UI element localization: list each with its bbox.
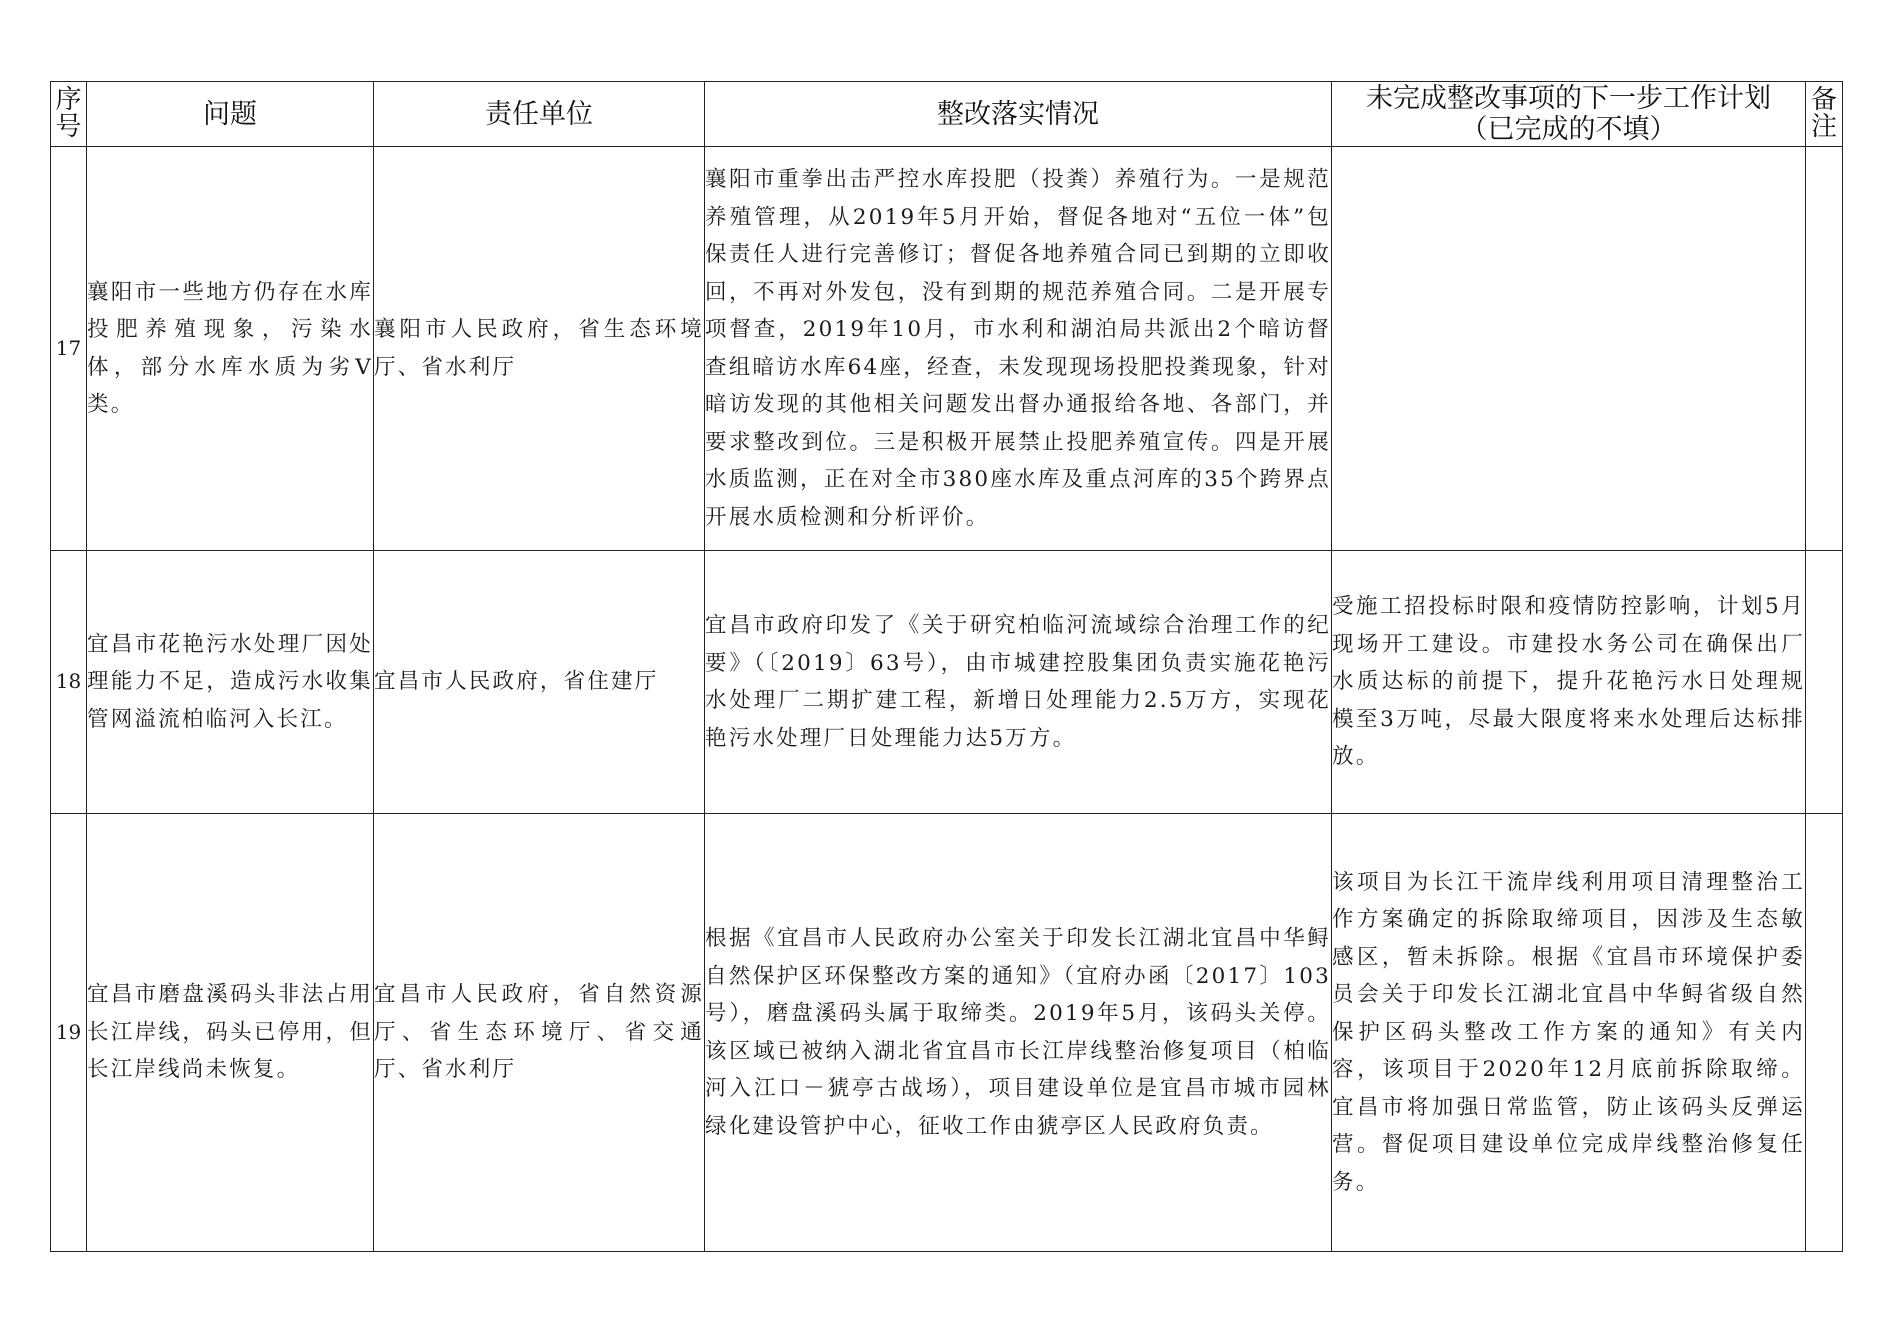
row-plan: 受施工招投标时限和疫情防控影响，计划5月现场开工建设。市建投水务公司在确保出厂水质达标的前提下，提升花艳污水日处理规模至3万吨，尽最大限度将来水处理后达标排放。 [1332, 551, 1806, 814]
row-index: 18 [51, 551, 87, 814]
table-row [51, 814, 1843, 1252]
table-row [51, 147, 1843, 551]
row-remark [1806, 147, 1843, 551]
row-remark [1806, 814, 1843, 1252]
row-measures: 根据《宜昌市人民政府办公室关于印发长江湖北宜昌中华鲟自然保护区环保整改方案的通知》（宜府办函〔2017〕103号），磨盘溪码头属于取缔类。2019年5月，该码头关停。该区域已被纳入湖北省宜昌市长江岸线整治修复项目（柏临河入江口－猇亭古战场），项目建设单位是宜昌市城市园林绿化建设管护中心，征收工作由猇亭区人民政府负责。 [705, 814, 1332, 1252]
row-unit: 宜昌市人民政府，省自然资源厅、省生态环境厅、省交通厅、省水利厅 [374, 814, 705, 1252]
header-index: 序 号 [51, 82, 87, 147]
header-unit: 责任单位 [374, 82, 705, 147]
row-index: 17 [51, 147, 87, 551]
table-row [51, 551, 1843, 814]
document-page [50, 81, 1842, 1252]
row-plan [1332, 147, 1806, 551]
row-problem: 襄阳市一些地方仍存在水库投肥养殖现象，污染水 体，部分水库水质为劣Ⅴ类。 [87, 147, 374, 551]
header-measures: 整改落实情况 [705, 82, 1332, 147]
row-index: 19 [51, 814, 87, 1252]
header-problem: 问题 [87, 82, 374, 147]
row-plan: 该项目为长江干流岸线利用项目清理整治工作方案确定的拆除取缔项目，因涉及生态敏感区，暂未拆除。根据《宜昌市环境保护委员会关于印发长江湖北宜昌中华鲟省级自然保护区码头整改工作方案的通知》有关内容，该项目于2020年12月底前拆除取缔。宜昌市将加强日常监管，防止该码头反弹运营。督促项目建设单位完成岸线整治修复任务。 [1332, 814, 1806, 1252]
row-problem: 宜昌市磨盘溪码头非法占用长江岸线，码头已停用，但长江岸线尚未恢复。 [87, 814, 374, 1252]
row-measures: 宜昌市政府印发了《关于研究柏临河流域综合治理工作的纪要》（〔2019〕63号），由市城建控股集团负责实施花艳污水处理厂二期扩建工程，新增日处理能力2.5万方，实现花艳污水处理厂日处理能力达5万方。 [705, 551, 1332, 814]
header-plan: 未完成整改事项的下一步工作计划 （已完成的不填） [1332, 82, 1806, 147]
row-unit: 襄阳市人民政府，省生态环境厅、省水利厅 [374, 147, 705, 551]
table-header-row [51, 82, 1843, 147]
rectification-table [50, 81, 1843, 1252]
header-remark: 备 注 [1806, 82, 1843, 147]
row-measures: 襄阳市重拳出击严控水库投肥（投粪）养殖行为。一是规范养殖管理，从2019年5月开始，督促各地对“五位一体”包保责任人进行完善修订；督促各地养殖合同已到期的立即收回，不再对外发包，没有到期的规范养殖合同。二是开展专项督查，2019年10月，市水利和湖泊局共派出2个暗访督查组暗访水库64座，经查，未发现现场投肥投粪现象，针对暗访发现的其他相关问题发出督办通报给各地、各部门，并要求整改到位。三是积极开展禁止投肥养殖宣传。四是开展水质监测，正在对全市380座水库及重点河库的35个跨界点开展水质检测和分析评价。 [705, 147, 1332, 551]
row-unit: 宜昌市人民政府，省住建厅 [374, 551, 705, 814]
row-problem: 宜昌市花艳污水处理厂因处理能力不足，造成污水收集管网溢流柏临河入长江。 [87, 551, 374, 814]
row-remark [1806, 551, 1843, 814]
